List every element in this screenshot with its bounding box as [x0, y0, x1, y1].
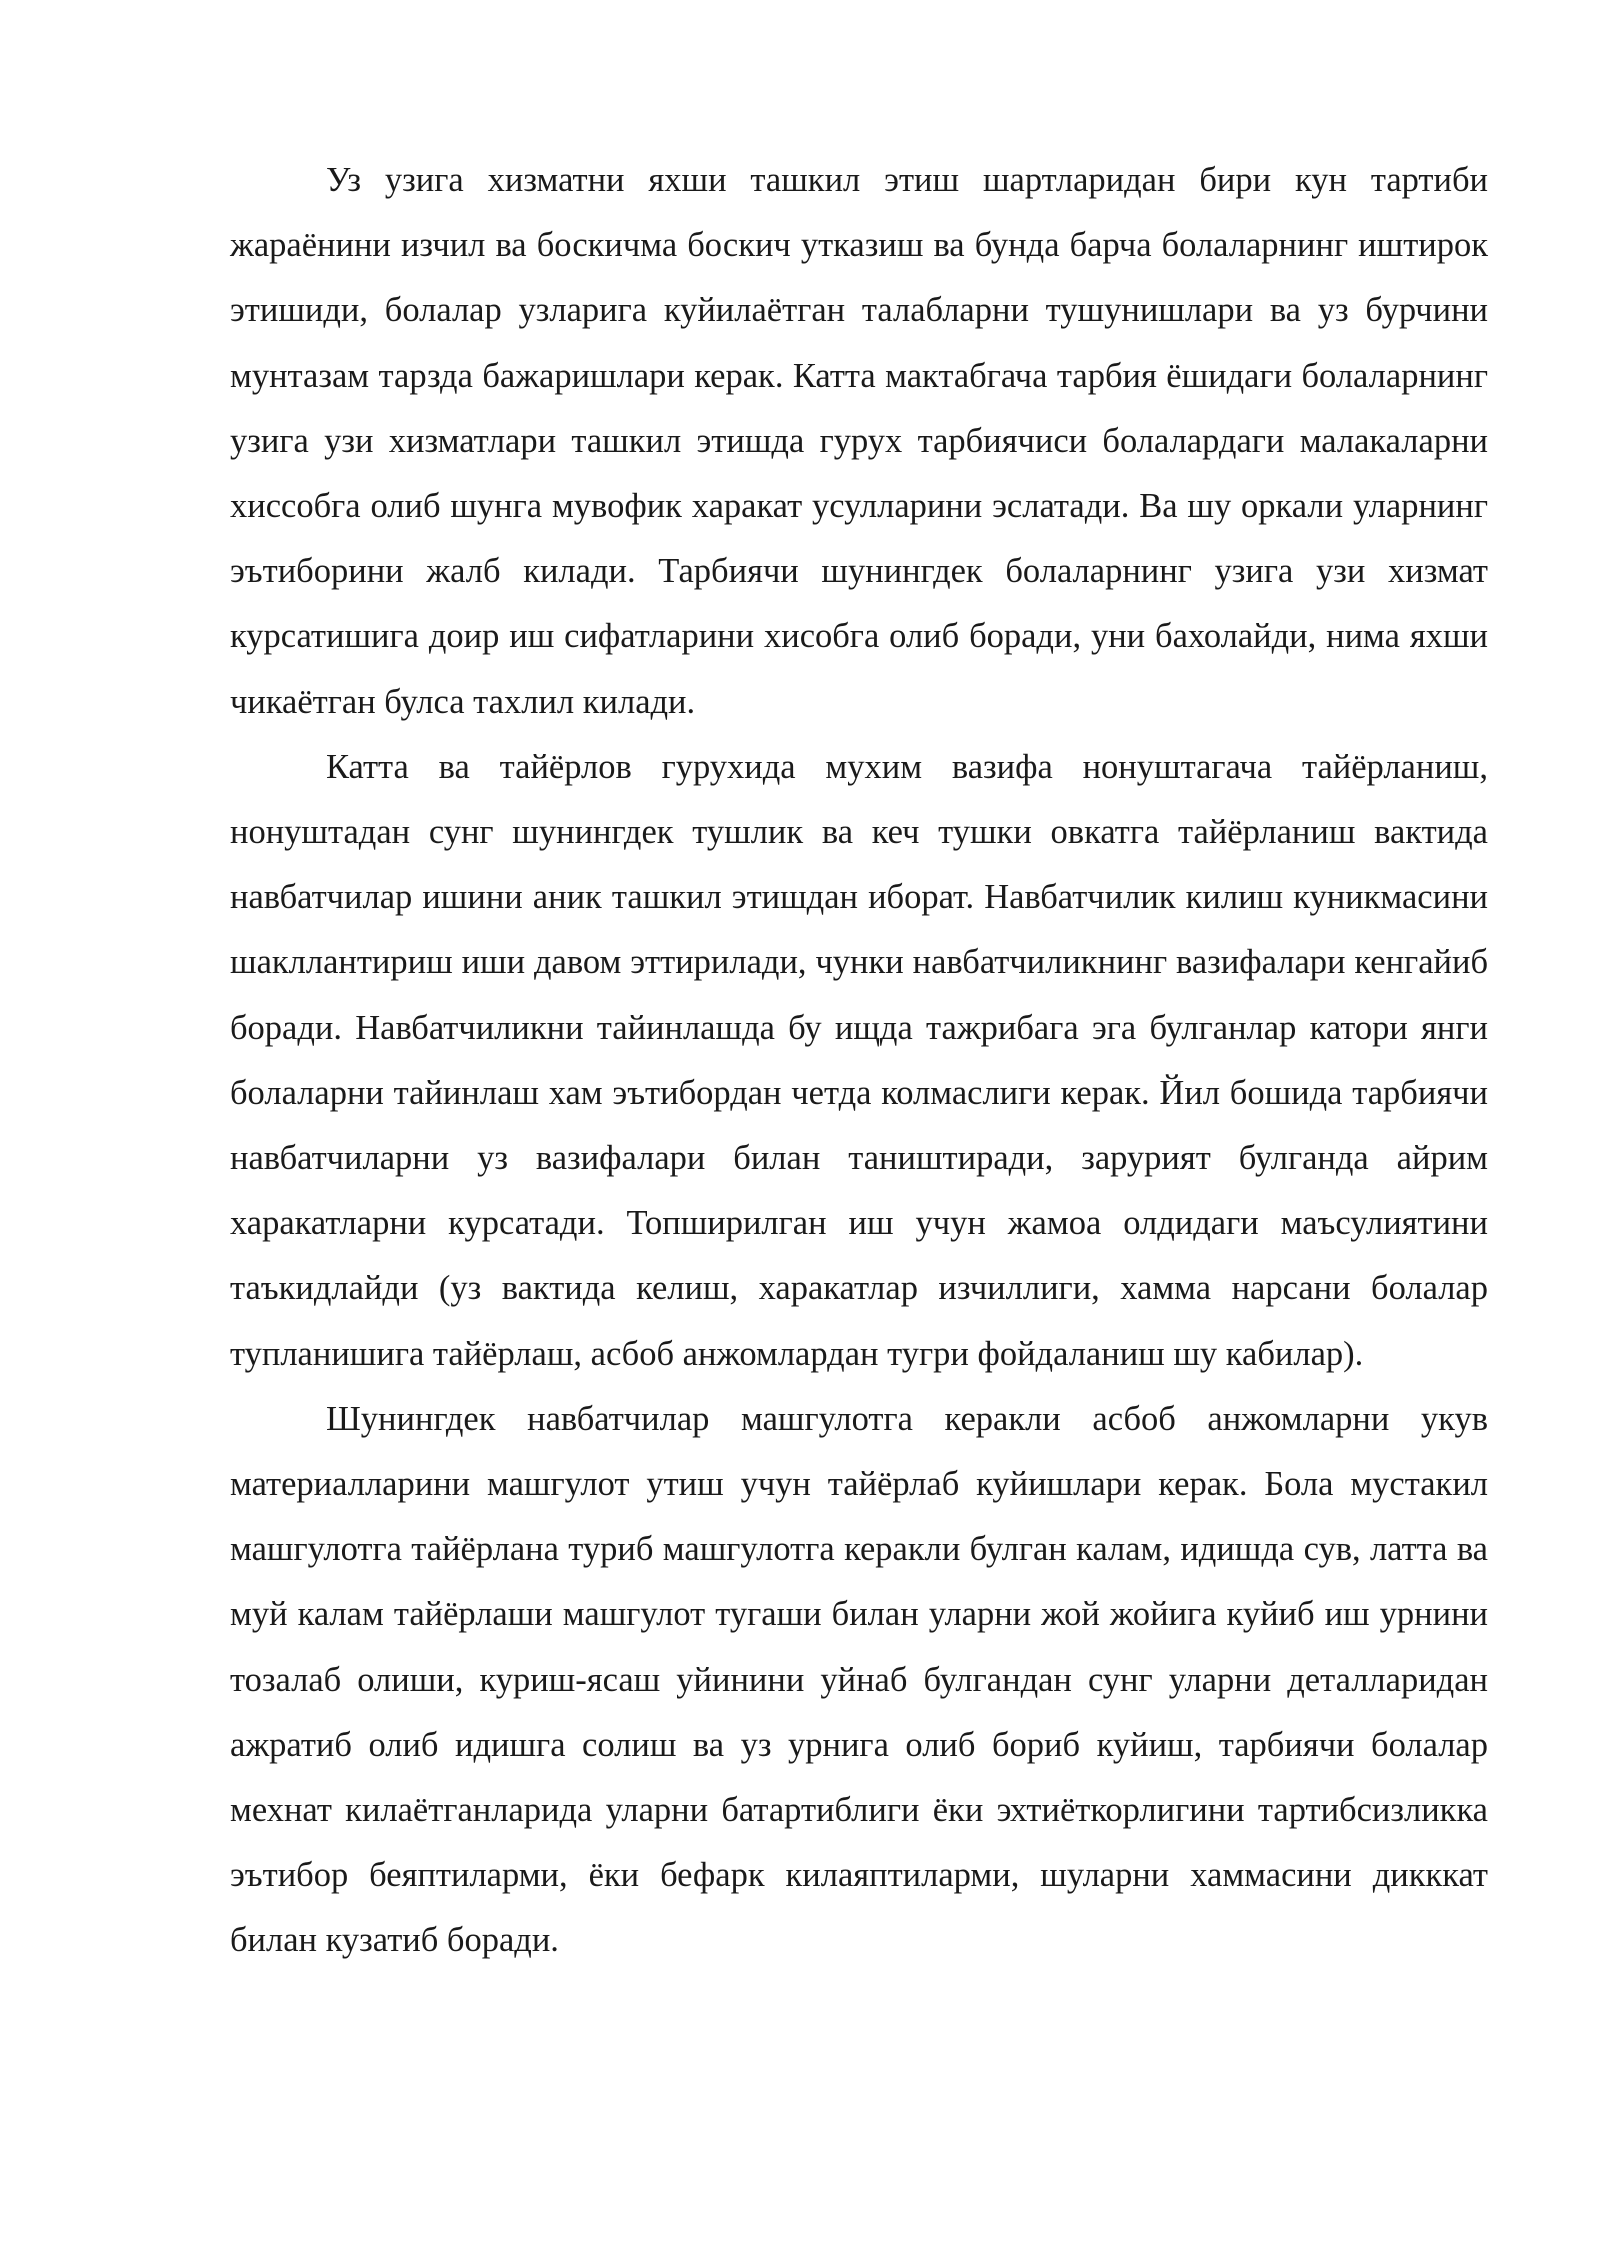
paragraph-3: Шунингдек навбатчилар машгулотга керакли асбоб анжомларни укув материалларини машгулот утиш учун тайёрлаб куйишлари керак. Бола мустакил машгулотга тайёрлана туриб машгулотга керакли булган калам, идишда сув, латта ва муй калам тайёрлаши машгулот тугаши билан уларни жой жойига куйиб иш урнини тозалаб олиши, куриш-ясаш уйинини уйнаб булгандан сунг уларни деталларидан ажратиб олиб идишга солиш ва уз урнига олиб бориб куйиш, тарбиячи болалар мехнат килаётганларида уларни батартиблиги ёки эхтиёткорлигини тартибсизликка эътибор беяптиларми, ёки бефарк килаяптиларми, шуларни хаммасини дикккат билан кузатиб боради.	[230, 1399, 1488, 1960]
paragraph-2: Катта ва тайёрлов гурухида мухим вазифа нонуштагача тайёрланиш, нонуштадан сунг шунингдек тушлик ва кеч тушки овкатга тайёрланиш вактида навбатчилар ишини аник ташкил этишдан иборат. Навбатчилик килиш куникмасини шакллантириш иши давом эттирилади, чунки навбатчиликнинг вазифалари кенгайиб боради. Навбатчиликни тайинлашда бу ищда тажрибага эга булганлар катори янги болаларни тайинлаш хам эътибордан четда колмаслиги керак. Йил бошида тарбиячи навбатчиларни уз вазифалари билан таништиради, зарурият булганда айрим харакатларни курсатади. Топширилган иш учун жамоа олдидаги маъсулиятини таъкидлайди (уз вактида келиш, харакатлар изчиллиги, хамма нарсани болалар тупланишига тайёрлаш, асбоб анжомлардан тугри фойдаланиш шу кабилар).	[230, 747, 1488, 1373]
paragraph-1: Уз узига хизматни яхши ташкил этиш шартларидан бири кун тартиби жараёнини изчил ва боскичма боскич утказиш ва бунда барча болаларнинг иштирок этишиди, болалар узларига куйилаётган талабларни тушунишлари ва уз бурчини мунтазам тарзда бажаришлари керак. Катта мактабгача тарбия ёшидаги болаларнинг узига узи хизматлари ташкил этишда гурух тарбиячиси болалардаги малакаларни хиссобга олиб шунга мувофик харакат усулларини эслатади. Ва шу оркали уларнинг эътиборини жалб килади. Тарбиячи шунингдек болаларнинг узига узи хизмат курсатишига доир иш сифатларини хисобга олиб боради, уни бахолайди, нима яхши чикаётган булса тахлил килади.	[230, 161, 1488, 721]
document-body	[230, 148, 1488, 1974]
